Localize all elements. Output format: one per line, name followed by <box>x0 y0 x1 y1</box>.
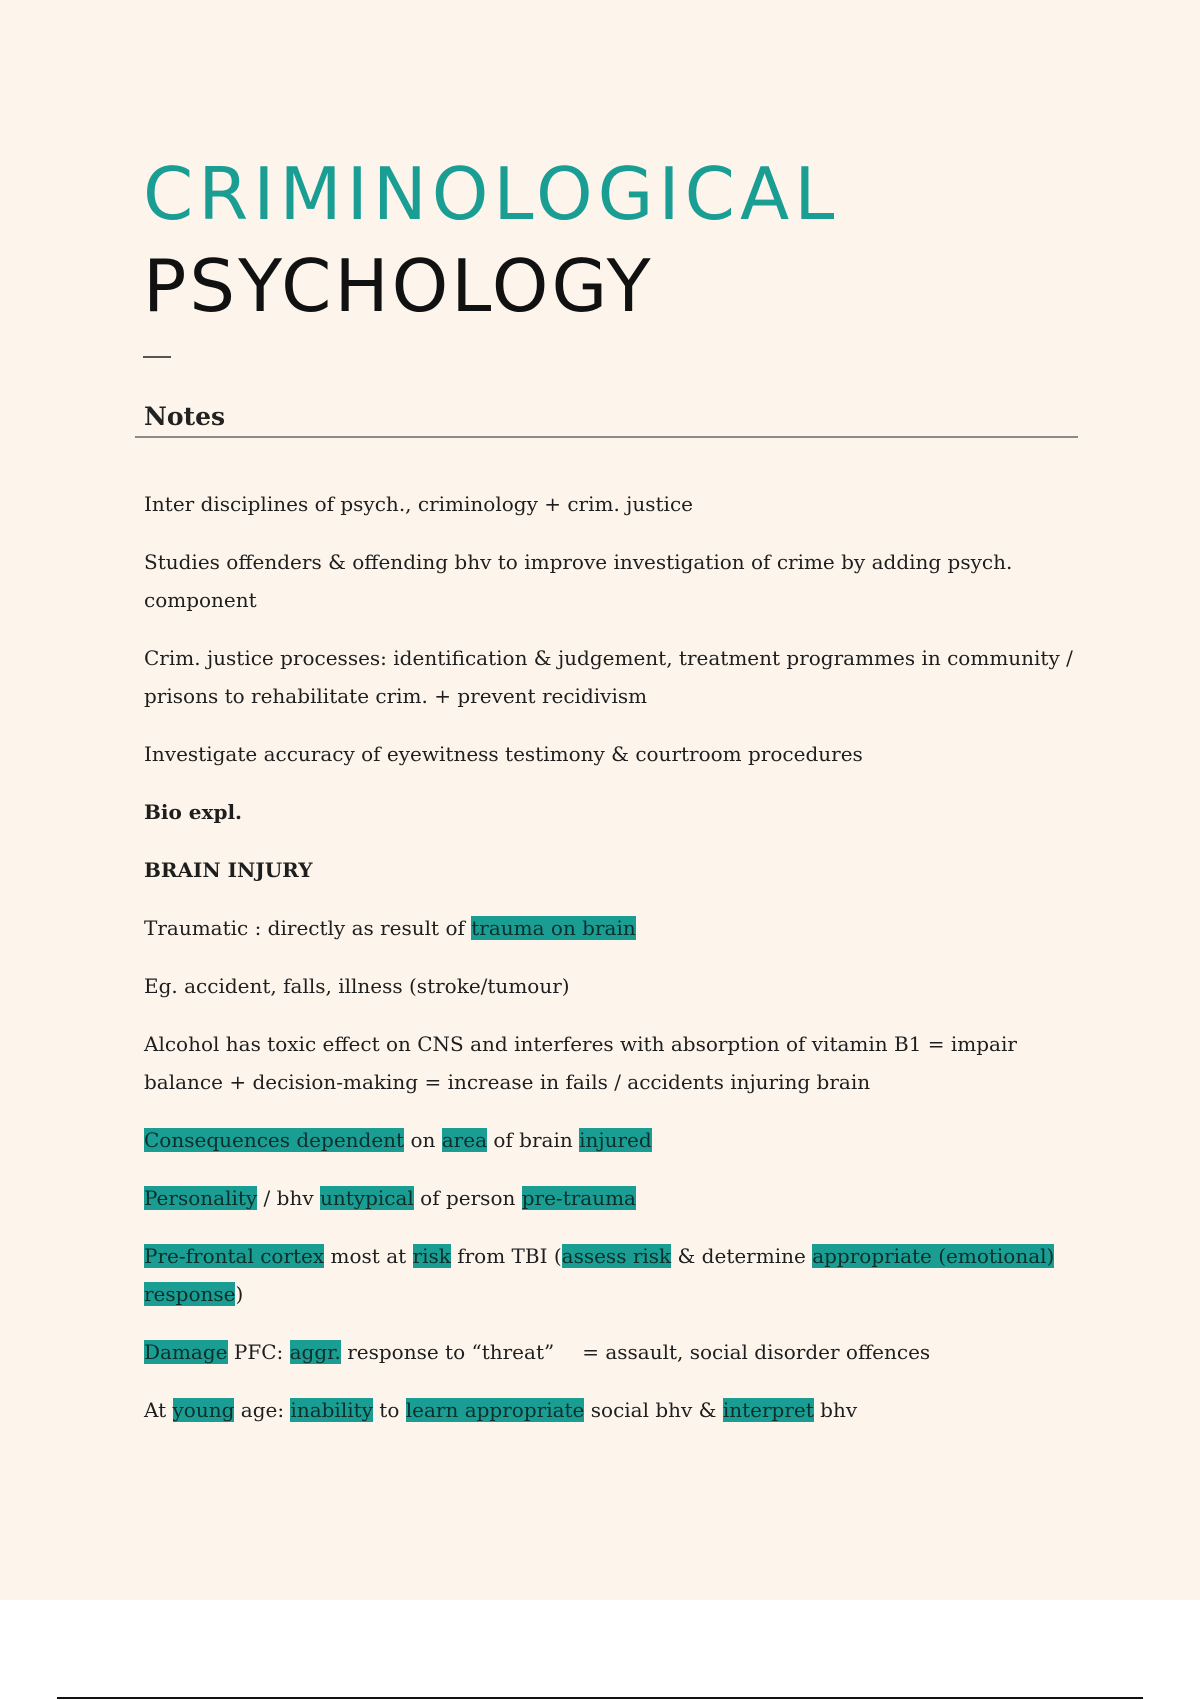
notes-body <box>144 485 1094 1449</box>
text-run: Traumatic : directly as result of <box>144 916 472 940</box>
note-paragraph: Alcohol has toxic effect on CNS and interferes with absorption of vitamin B1 = impair balance + decision-making = increase in fails / accidents injuring brain <box>144 1032 1017 1094</box>
highlighted-text: Pre-frontal cortex <box>144 1244 325 1268</box>
highlighted-text: area <box>441 1128 487 1152</box>
title-dash <box>143 356 171 358</box>
note-paragraph <box>144 1333 1094 1371</box>
highlighted-text: learn appropriate <box>405 1398 585 1422</box>
title-line-1: CRIMINOLOGICAL <box>143 152 840 236</box>
text-run: age: <box>234 1398 291 1422</box>
text-run: most at <box>324 1244 413 1268</box>
text-run: on <box>404 1128 442 1152</box>
highlighted-text: injured <box>579 1128 652 1152</box>
note-paragraph <box>144 909 1094 947</box>
note-paragraph: Crim. justice processes: identification & judgement, treatment programmes in community / prisons to rehabilitate crim. + prevent recidivism <box>144 646 1073 708</box>
note-paragraph <box>144 1121 1094 1159</box>
subheading-brain-injury: BRAIN INJURY <box>144 858 313 882</box>
highlighted-text: risk <box>412 1244 451 1268</box>
section-divider <box>135 436 1078 438</box>
highlighted-text: pre-trauma <box>521 1186 636 1210</box>
text-run: bhv <box>813 1398 858 1422</box>
highlighted-text: untypical <box>320 1186 414 1210</box>
highlighted-text: Damage <box>144 1340 228 1364</box>
note-paragraph: Investigate accuracy of eyewitness testimony & courtroom procedures <box>144 742 863 766</box>
highlighted-text: assess risk <box>561 1244 672 1268</box>
subheading-bio-expl: Bio expl. <box>144 800 242 824</box>
note-paragraph: Eg. accident, falls, illness (stroke/tumour) <box>144 974 570 998</box>
section-heading-notes: Notes <box>144 402 226 431</box>
text-run: of person <box>413 1186 522 1210</box>
text-run: ) <box>235 1282 244 1306</box>
page-separator <box>57 1697 1143 1699</box>
highlighted-text: inability <box>290 1398 373 1422</box>
text-run: At <box>144 1398 173 1422</box>
note-paragraph <box>144 1179 1094 1217</box>
text-run: social bhv & <box>584 1398 723 1422</box>
title-line-2: PSYCHOLOGY <box>143 244 654 328</box>
highlighted-text: young <box>172 1398 235 1422</box>
highlighted-text: interpret <box>722 1398 814 1422</box>
text-run: = assault, social disorder offences <box>582 1340 931 1364</box>
highlighted-text: Consequences dependent <box>144 1128 405 1152</box>
text-run: & determine <box>671 1244 813 1268</box>
note-paragraph: Studies offenders & offending bhv to improve investigation of crime by adding psych. component <box>144 550 1013 612</box>
note-paragraph <box>144 1391 1094 1429</box>
text-run: to <box>372 1398 406 1422</box>
highlighted-text: aggr. <box>289 1340 341 1364</box>
highlighted-text: Personality <box>144 1186 258 1210</box>
note-paragraph <box>144 1237 1094 1313</box>
text-run: PFC: <box>227 1340 290 1364</box>
text-run: from TBI ( <box>450 1244 562 1268</box>
text-run: / bhv <box>257 1186 320 1210</box>
note-paragraph: Inter disciplines of psych., criminology + crim. justice <box>144 492 693 516</box>
text-run: of brain <box>487 1128 580 1152</box>
text-run: response to “threat” <box>340 1340 555 1364</box>
highlighted-text: trauma on brain <box>471 916 636 940</box>
highlighted-text: appropriate (emotional) response <box>144 1244 1055 1306</box>
